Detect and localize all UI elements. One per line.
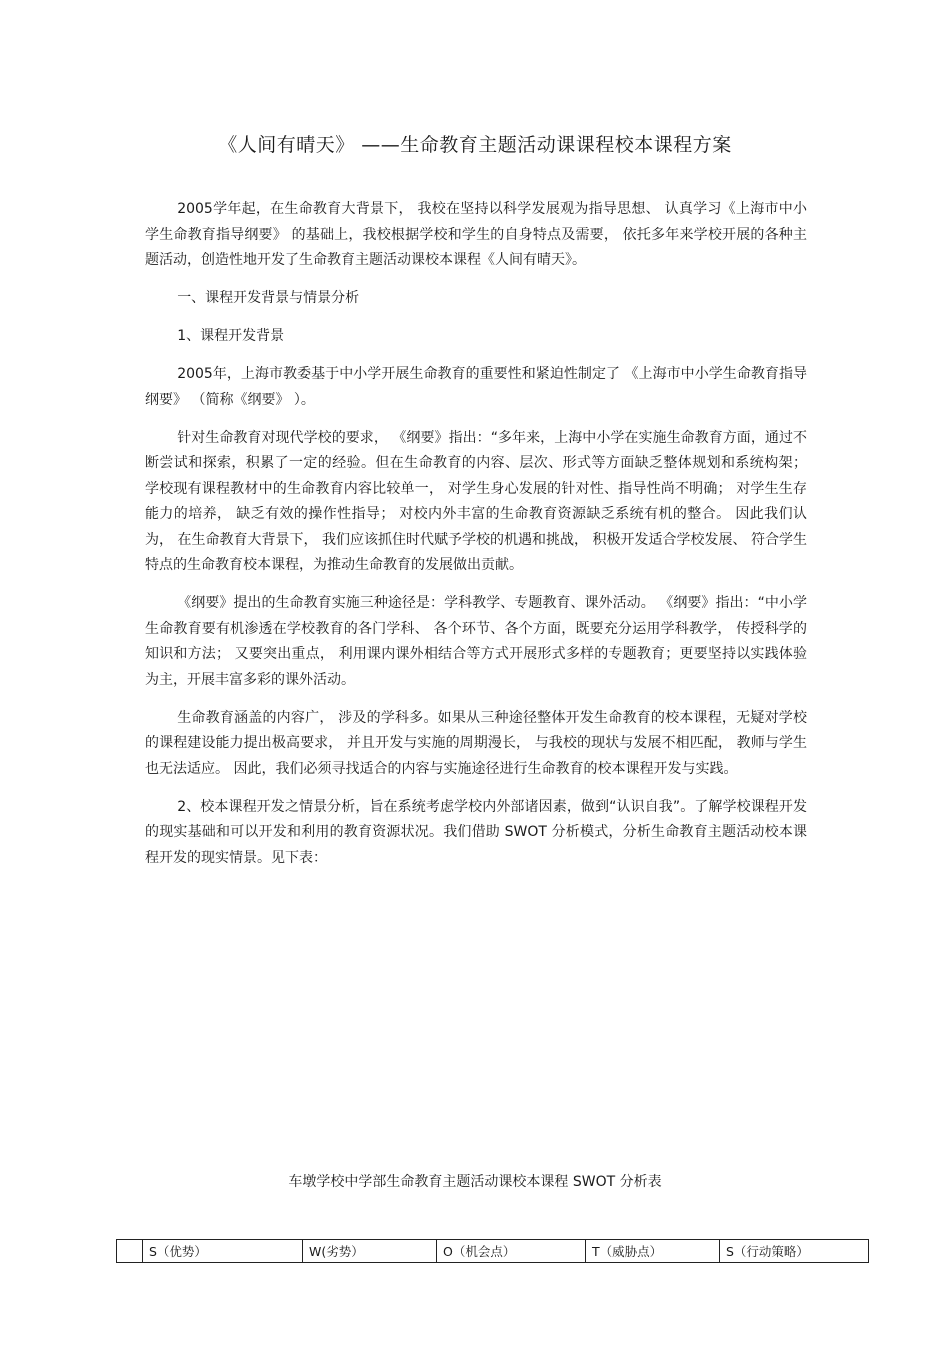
table-header-cell xyxy=(117,1240,143,1263)
document-title: 《人间有晴天》 ——生命教育主题活动课课程校本课程方案 xyxy=(218,134,732,156)
section-heading-1: 一、课程开发背景与情景分析 xyxy=(177,290,360,306)
approaches-paragraph: 《纲要》提出的生命教育实施三种途径是：学科教学、专题教育、课外活动。 《纲要》指出：“中小学生命教育要有机渗透在学校教育的各门学科、 各个环节、各个方面，既要充分运用学科教学， 传授科学的知识和方法； 又要突出重点， 利用课内课外相结合等方式开展形式多样的专题教育；更要坚持以实践体验为主，开展丰富多彩的课外活动。 xyxy=(145,595,807,688)
subsection-heading-1: 1、课程开发背景 xyxy=(177,328,285,344)
table-header-cell: S（优势） xyxy=(143,1240,303,1263)
background-paragraph: 2005年，上海市教委基于中小学开展生命教育的重要性和紧迫性制定了 《上海市中小学生命教育指导纲要》 （简称《纲要》 ）。 xyxy=(145,366,807,408)
table-header-cell: S（行动策略） xyxy=(720,1240,869,1263)
table-header-cell: T（威胁点） xyxy=(586,1240,720,1263)
requirements-paragraph: 针对生命教育对现代学校的要求， 《纲要》指出：“多年来，上海中小学在实施生命教育方面，通过不断尝试和探索，积累了一定的经验。但在生命教育的内容、层次、形式等方面缺乏整体规划和系统构架； 学校现有课程教材中的生命教育内容比较单一， 对学生身心发展的针对性、指导性尚不明确； 对学生生存能力的培养， 缺乏有效的操作性指导； 对校内外丰富的生命教育资源缺乏系统有机的整合。 因此我们认为， 在生命教育大背景下， 我们应该抓住时代赋予学校的机遇和挑战， 积极开发适合学校发展、 符合学生特点的生命教育校本课程，为推动生命教育的发展做出贡献。 xyxy=(145,429,807,573)
table-header-cell: W(劣势） xyxy=(303,1240,437,1263)
table-header-cell: O（机会点） xyxy=(437,1240,586,1263)
intro-paragraph: 2005学年起，在生命教育大背景下， 我校在坚持以科学发展观为指导思想、 认真学习《上海市中小学生命教育指导纲要》 的基础上，我校根据学校和学生的自身特点及需要， 依托多年来学校开展的各种主题活动，创造性地开发了生命教育主题活动课校本课程《人间有晴天》。 xyxy=(145,201,807,268)
table-caption: 车墩学校中学部生命教育主题活动课校本课程 SWOT 分析表 xyxy=(288,1174,662,1190)
table-header-row xyxy=(117,1240,869,1263)
swot-table xyxy=(116,1239,869,1263)
document-body xyxy=(145,197,807,884)
scope-paragraph: 生命教育涵盖的内容广， 涉及的学科多。如果从三种途径整体开发生命教育的校本课程，无疑对学校的课程建设能力提出极高要求， 并且开发与实施的周期漫长， 与我校的现状与发展不相匹配， 教师与学生也无法适应。 因此，我们必须寻找适合的内容与实施途径进行生命教育的校本课程开发与实践。 xyxy=(145,709,807,777)
situation-analysis-paragraph: 2、校本课程开发之情景分析，旨在系统考虑学校内外部诸因素，做到“认识自我”。了解学校课程开发的现实基础和可以开发和利用的教育资源状况。我们借助 SWOT 分析模式，分析生命教育主题活动校本课程开发的现实情景。见下表： xyxy=(145,798,807,866)
